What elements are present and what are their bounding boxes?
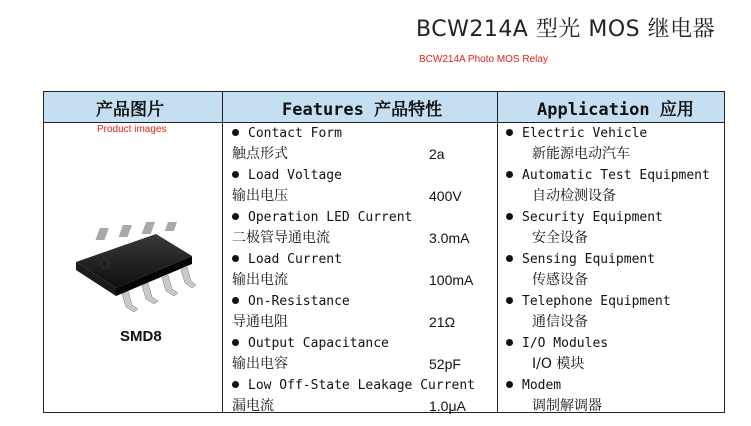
bullet-icon <box>506 171 513 178</box>
feature-cn-label: 输出电容 <box>232 356 288 372</box>
application-label: Telephone Equipment <box>522 294 671 309</box>
application-en <box>506 292 726 313</box>
bullet-icon <box>506 339 513 346</box>
application-label: Electric Vehicle <box>522 126 648 141</box>
feature-label: Contact Form <box>248 126 342 141</box>
application-en <box>506 250 726 271</box>
bullet-icon <box>506 129 513 136</box>
feature-value: 3.0mA <box>429 230 470 246</box>
applications-list <box>506 124 726 418</box>
spec-table <box>43 91 725 413</box>
application-cn: 新能源电动汽车 <box>532 146 630 162</box>
feature-cn-label: 输出电流 <box>232 272 288 288</box>
feature-cn <box>232 145 494 166</box>
feature-cn <box>232 229 494 250</box>
application-en <box>506 376 726 397</box>
application-label: Automatic Test Equipment <box>522 168 710 183</box>
application-cn: 自动检测设备 <box>532 188 616 204</box>
smd8-chip-image <box>68 222 198 322</box>
application-label: Sensing Equipment <box>522 252 656 267</box>
application-cn: 传感设备 <box>532 272 588 288</box>
feature-cn <box>232 187 494 208</box>
feature-en <box>232 376 494 397</box>
feature-value: 2a <box>429 146 445 162</box>
application-en <box>506 334 726 355</box>
page-subtitle: BCW214A Photo MOS Relay <box>419 54 548 65</box>
application-cn: I/O 模块 <box>532 356 585 372</box>
application-en <box>506 208 726 229</box>
feature-en <box>232 208 494 229</box>
feature-en <box>232 334 494 355</box>
bullet-icon <box>232 381 239 388</box>
page-title: BCW214A 型光 MOS 继电器 <box>416 17 716 42</box>
feature-cn-label: 漏电流 <box>232 398 274 414</box>
package-label: SMD8 <box>120 328 162 345</box>
application-label: Modem <box>522 378 562 393</box>
feature-cn <box>232 397 494 418</box>
application-cn: 调制解调器 <box>532 398 602 414</box>
feature-cn-label: 二极管导通电流 <box>232 230 330 246</box>
feature-value: 52pF <box>429 356 461 372</box>
product-images-label: Product images <box>97 124 167 135</box>
feature-en <box>232 250 494 271</box>
feature-label: Load Voltage <box>248 168 342 183</box>
application-en <box>506 124 726 145</box>
column-divider <box>497 92 498 412</box>
bullet-icon <box>506 213 513 220</box>
features-list <box>232 124 494 418</box>
feature-label: On-Resistance <box>248 294 350 309</box>
application-label: Security Equipment <box>522 210 663 225</box>
application-cn: 通信设备 <box>532 314 588 330</box>
feature-cn-label: 触点形式 <box>232 146 288 162</box>
feature-value: 400V <box>429 188 462 204</box>
feature-label: Output Capacitance <box>248 336 389 351</box>
feature-value: 1.0μA <box>429 398 466 414</box>
feature-en <box>232 166 494 187</box>
application-cn: 安全设备 <box>532 230 588 246</box>
feature-cn <box>232 355 494 376</box>
feature-value: 21Ω <box>429 314 456 330</box>
feature-cn <box>232 271 494 292</box>
feature-label: Operation LED Current <box>248 210 413 225</box>
bullet-icon <box>232 171 239 178</box>
bullet-icon <box>232 339 239 346</box>
feature-cn-label: 输出电压 <box>232 188 288 204</box>
feature-label: Load Current <box>248 252 342 267</box>
bullet-icon <box>232 129 239 136</box>
feature-label: Low Off-State Leakage Current <box>248 378 475 393</box>
application-label: I/O Modules <box>522 336 609 351</box>
header-features: Features 产品特性 <box>282 100 443 120</box>
bullet-icon <box>232 255 239 262</box>
header-product-images: 产品图片 <box>96 100 164 120</box>
feature-en <box>232 292 494 313</box>
column-divider <box>222 92 223 412</box>
bullet-icon <box>506 255 513 262</box>
feature-en <box>232 124 494 145</box>
feature-cn-label: 导通电阻 <box>232 314 288 330</box>
bullet-icon <box>232 213 239 220</box>
bullet-icon <box>506 381 513 388</box>
feature-cn <box>232 313 494 334</box>
bullet-icon <box>506 297 513 304</box>
header-application: Application 应用 <box>537 100 694 120</box>
application-en <box>506 166 726 187</box>
feature-value: 100mA <box>429 272 474 288</box>
bullet-icon <box>232 297 239 304</box>
